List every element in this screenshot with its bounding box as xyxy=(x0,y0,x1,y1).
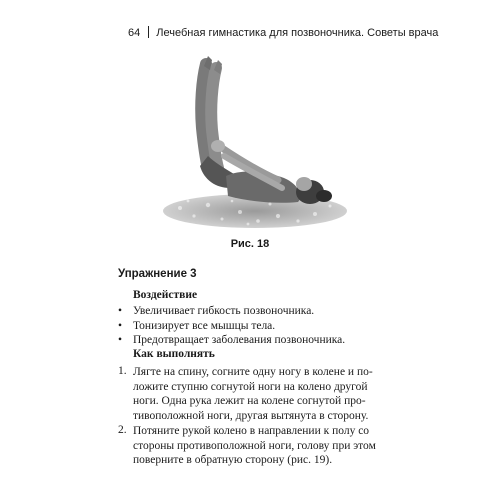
effect-item xyxy=(118,333,345,348)
bullet-icon: • xyxy=(118,319,123,332)
step-line: ложите ступню согнутой ноги на колено другой xyxy=(133,380,368,393)
step-line: Потяните рукой колено в направлении к полу со xyxy=(133,425,370,437)
running-head xyxy=(128,26,438,39)
effect-text: Тонизирует все мышцы тела. xyxy=(133,319,276,332)
header-divider xyxy=(148,26,149,38)
step-item xyxy=(118,365,378,423)
page-number: 64 xyxy=(128,27,141,39)
step-number: 2. xyxy=(118,424,127,436)
effect-text: Увеличивает гибкость позвоночника. xyxy=(133,305,315,317)
step-line: тивоположной ноги, другая вытянута в сторону. xyxy=(133,409,369,422)
bullet-icon: • xyxy=(118,305,123,317)
effect-item xyxy=(118,304,345,319)
figure-caption: Рис. 18 xyxy=(230,238,270,250)
effects-list xyxy=(118,304,345,348)
exercise-illustration xyxy=(160,56,350,234)
step-item xyxy=(118,424,378,468)
step-number: 1. xyxy=(118,365,127,377)
bullet-icon: • xyxy=(118,334,123,346)
effect-text: Предотвращает заболевания позвоночника. xyxy=(133,334,346,346)
exercise-title: Упражнение 3 xyxy=(118,268,197,280)
effect-heading: Воздействие xyxy=(133,289,198,301)
step-line: поверните в обратную сторону (рис. 19). xyxy=(133,454,333,466)
step-line: ноги. Одна рука лежит на колене согнутой про- xyxy=(133,395,366,407)
steps-list xyxy=(118,365,378,469)
book-title: Лечебная гимнастика для позвоночника. Советы врача xyxy=(156,27,439,39)
step-line: стороны противоположной ноги, голову при этом xyxy=(133,439,376,452)
effect-item xyxy=(118,319,345,334)
step-line: Лягте на спину, согните одну ногу в колене и по- xyxy=(133,366,373,378)
how-heading: Как выполнять xyxy=(133,348,215,360)
